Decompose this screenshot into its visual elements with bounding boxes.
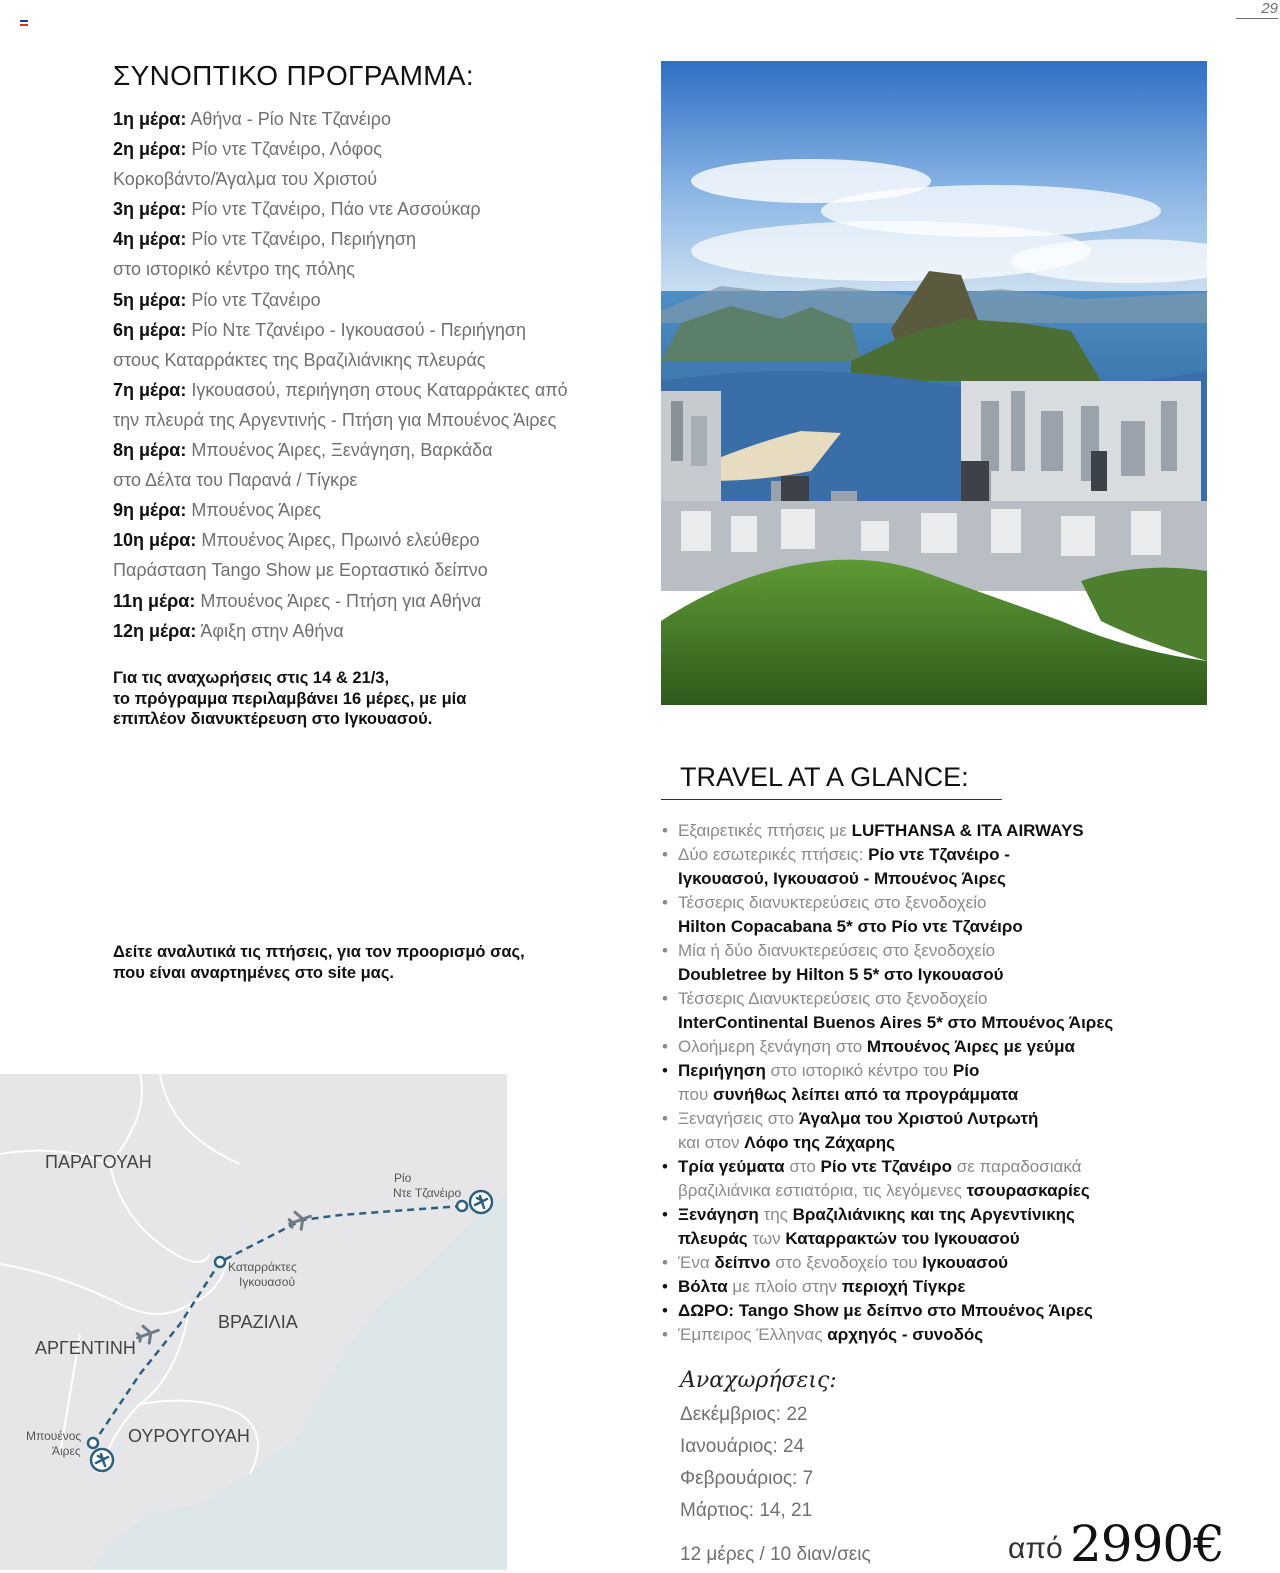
page-number: 29 [1236, 0, 1278, 19]
departure-item: Φεβρουάριος: 7 [680, 1468, 814, 1489]
itinerary-list [113, 104, 633, 646]
glance-plain: στο [784, 1157, 821, 1176]
glance-text [678, 987, 987, 1011]
glance-divider [661, 799, 1002, 800]
glance-plain: Έμπειρος Έλληνας [678, 1325, 828, 1344]
glance-plain: με πλοίο στην [727, 1277, 842, 1296]
bullet-icon: • [662, 893, 668, 912]
glance-plain: της [758, 1205, 793, 1224]
bullet-icon: • [662, 1205, 668, 1224]
trip-duration: 12 μέρες / 10 διαν/σεις [680, 1544, 871, 1565]
glance-line [662, 1011, 1222, 1035]
glance-line [662, 1251, 1222, 1275]
glance-highlight: Ξενάγηση [678, 1205, 759, 1224]
glance-text [678, 1059, 979, 1083]
itinerary-title: ΣΥΝΟΠΤΙΚΟ ΠΡΟΓΡΑΜΜΑ: [113, 60, 474, 91]
departures-title: Αναχωρήσεις: [680, 1368, 837, 1393]
glance-text [678, 1131, 895, 1155]
bullet-icon [662, 915, 678, 939]
itinerary-day: 8η μέρα: [113, 440, 187, 461]
itinerary-line [113, 405, 633, 435]
flag-stripe [20, 24, 28, 26]
glance-line [662, 891, 1222, 915]
rio-photo [661, 61, 1207, 705]
itinerary-line [113, 194, 633, 224]
itinerary-line [113, 435, 633, 465]
itinerary-line [113, 555, 633, 585]
itinerary-text: Αθήνα - Ρίο Ντε Τζανέιρο [186, 109, 392, 129]
iguazu-marker [215, 1257, 225, 1267]
glance-text [678, 963, 1004, 987]
glance-line [662, 1275, 1222, 1299]
itinerary-note [113, 668, 466, 730]
glance-text [678, 867, 1006, 891]
glance-text [678, 891, 986, 915]
itinerary-line [113, 375, 633, 405]
itinerary-line [113, 224, 633, 254]
itinerary-text: Ρίο Ντε Τζανέιρο - Ιγκουασού - Περιήγηση [186, 319, 526, 340]
itinerary-text: Μπουένος Άιρες - Πτήση για Αθήνα [195, 590, 482, 611]
country-label: ΑΡΓΕΝΤΙΝΗ [35, 1338, 136, 1358]
departure-item: Μάρτιος: 14, 21 [680, 1500, 813, 1521]
itinerary-day: 5η μέρα: [113, 289, 187, 310]
itinerary-line [113, 495, 633, 525]
bullet-icon: • [662, 1061, 668, 1080]
bullet-icon: • [662, 1301, 668, 1320]
glance-plain: Μία ή δύο διανυκτερεύσεις στο ξενοδοχείο [678, 941, 996, 960]
bullet-icon [662, 1227, 678, 1251]
itinerary-text: Ρίο ντε Τζανέιρο [186, 289, 321, 310]
itinerary-text: στους Καταρράκτες της Βραζιλιάνικης πλευράς [113, 349, 486, 370]
price-value: 2990€ [1070, 1515, 1225, 1573]
itinerary-text: Μπουένος Άιρες, Πρωινό ελεύθερο [196, 530, 480, 551]
itinerary-day: 11η μέρα: [113, 590, 196, 611]
itinerary-day: 4η μέρα: [113, 229, 187, 250]
city-label: Καταρράκτες [228, 1260, 297, 1274]
glance-plain: Ολοήμερη ξενάγηση στο [678, 1037, 867, 1056]
glance-text [678, 1227, 1020, 1251]
itinerary-text: Παράσταση Tango Show με Εορταστικό δείπνο [113, 560, 488, 581]
itinerary-line [113, 465, 633, 495]
glance-title: TRAVEL AT A GLANCE: [680, 762, 969, 792]
itinerary-text: Ιγκουασού, περιήγηση στους Καταρράκτες από [186, 379, 568, 400]
glance-plain: που [678, 1085, 713, 1104]
glance-text [678, 915, 1023, 939]
itinerary-day: 6η μέρα: [113, 319, 187, 340]
rio-marker [457, 1201, 467, 1211]
itinerary-text: Ρίο ντε Τζανέιρο, Περιήγηση [186, 229, 416, 250]
glance-line [662, 987, 1222, 1011]
glance-highlight: συνήθως λείπει από τα προγράμματα [712, 1085, 1019, 1104]
city-label: Μπουένος [26, 1429, 82, 1443]
itinerary-day: 1η μέρα: [113, 109, 187, 129]
glance-line [662, 1179, 1222, 1203]
glance-list [662, 819, 1222, 1347]
itinerary-line [113, 315, 633, 345]
country-label: ΟΥΡΟΥΓΟΥΑΗ [128, 1426, 250, 1446]
glance-highlight: Βόλτα [678, 1277, 728, 1296]
glance-text [678, 1035, 1075, 1059]
glance-text [678, 1203, 1075, 1227]
city-label: Ιγκουασού [239, 1275, 296, 1289]
glance-highlight: πλευράς [678, 1229, 748, 1248]
bullet-icon [662, 1011, 678, 1035]
city-label: Ρίο [394, 1171, 412, 1185]
glance-highlight: Ιγκουασού [922, 1253, 1008, 1272]
glance-highlight: Doubletree by Hilton 5 5* στο Ιγκουασού [678, 965, 1004, 984]
itinerary-line [113, 104, 633, 134]
note-line: που είναι αναρτημένες στο site μας. [113, 963, 394, 982]
glance-highlight: ΔΩΡΟ: Tango Show με δείπνο στο Μπουένος Άιρες [678, 1301, 1093, 1320]
glance-line [662, 1299, 1222, 1323]
flights-note [113, 942, 525, 983]
glance-text [678, 819, 1084, 843]
itinerary-line [113, 164, 633, 194]
itinerary-day: 3η μέρα: [113, 199, 187, 220]
city-label: Άιρες [52, 1444, 81, 1458]
bullet-icon: • [662, 1253, 668, 1272]
glance-plain: Εξαιρετικές πτήσεις με [678, 821, 852, 840]
glance-line [662, 1227, 1222, 1251]
city-label: Ντε Τζανέιρο [393, 1186, 462, 1200]
itinerary-text: την πλευρά της Αργεντινής - Πτήση για Μπουένος Άιρες [113, 409, 557, 430]
glance-plain: βραζιλιάνικα εστιατόρια, τις λεγόμενες [678, 1181, 967, 1200]
itinerary-line [113, 254, 633, 284]
glance-highlight: Hilton Copacabana 5* στο Ρίο ντε Τζανέιρο [678, 917, 1023, 936]
price-prefix: από [1008, 1532, 1063, 1565]
baires-marker [88, 1438, 98, 1448]
glance-highlight: Τρία γεύματα [678, 1157, 785, 1176]
route-map-svg [0, 1074, 507, 1570]
bullet-icon: • [662, 989, 668, 1008]
glance-highlight: Μπουένος Άιρες με γεύμα [866, 1037, 1075, 1056]
note-line: επιπλέον διανυκτέρευση στο Ιγκουασού. [113, 710, 433, 728]
itinerary-day: 12η μέρα: [113, 620, 197, 641]
glance-text [678, 939, 995, 963]
itinerary-text: στο Δέλτα του Παρανά / Τίγκρε [113, 470, 358, 491]
glance-line [662, 939, 1222, 963]
glance-line [662, 1131, 1222, 1155]
itinerary-line [113, 586, 633, 616]
bullet-icon: • [662, 821, 668, 840]
bullet-icon [662, 1179, 678, 1203]
note-line: Για τις αναχωρήσεις στις 14 & 21/3, [113, 669, 390, 687]
glance-highlight: Λόφο της Ζάχαρης [744, 1133, 895, 1152]
glance-highlight: Βραζιλιάνικης και της Αργεντίνικης [792, 1205, 1075, 1224]
glance-line [662, 843, 1222, 867]
glance-line [662, 1155, 1222, 1179]
glance-text [678, 1251, 1008, 1275]
glance-line [662, 1203, 1222, 1227]
glance-highlight: Ρίο ντε Τζανέιρο [820, 1157, 952, 1176]
bullet-icon: • [662, 1109, 668, 1128]
note-line: Δείτε αναλυτικά τις πτήσεις, για τον προορισμό σας, [113, 943, 525, 961]
glance-line [662, 1107, 1222, 1131]
glance-text [678, 1299, 1093, 1323]
itinerary-day: 9η μέρα: [113, 500, 187, 521]
glance-highlight: LUFTHANSA & ITA AIRWAYS [851, 821, 1084, 840]
glance-line [662, 915, 1222, 939]
airport-icon [470, 1191, 492, 1213]
glance-highlight: InterContinental Buenos Aires 5* στο Μπουένος Άιρες [678, 1013, 1114, 1032]
departure-item: Δεκέμβριος: 22 [680, 1404, 808, 1425]
glance-text [678, 1323, 983, 1347]
glance-text [678, 1011, 1113, 1035]
glance-plain: Ένα [678, 1253, 715, 1272]
country-label: ΠΑΡΑΓΟΥΑΗ [45, 1152, 152, 1172]
glance-plain: σε παραδοσιακά [951, 1157, 1082, 1176]
glance-line [662, 963, 1222, 987]
itinerary-text: Ρίο ντε Τζανέιρο, Πάο ντε Ασσούκαρ [186, 199, 481, 220]
glance-highlight: Ρίο ντε Τζανέιρο - [868, 845, 1010, 864]
glance-text [678, 1179, 1090, 1203]
itinerary-line [113, 345, 633, 375]
glance-text [678, 1155, 1081, 1179]
itinerary-text: Μπουένος Άιρες, Ξενάγηση, Βαρκάδα [186, 440, 493, 461]
itinerary-text: Κορκοβάντο/Άγαλμα του Χριστού [113, 169, 378, 190]
itinerary-text: Άφιξη στην Αθήνα [196, 620, 344, 641]
glance-plain: στο ξενοδοχείο του [770, 1253, 923, 1272]
glance-text [678, 843, 1010, 867]
itinerary-line [113, 134, 633, 164]
glance-highlight: τσουρασκαρίες [966, 1181, 1090, 1200]
rio-landscape-illustration [661, 61, 1207, 705]
departure-item: Ιανουάριος: 24 [680, 1436, 805, 1457]
route-map [0, 1074, 507, 1570]
itinerary-day: 7η μέρα: [113, 379, 187, 400]
glance-plain: των [747, 1229, 786, 1248]
glance-highlight: δείπνο [714, 1253, 771, 1272]
glance-line [662, 1323, 1222, 1347]
bullet-icon: • [662, 1277, 668, 1296]
glance-highlight: αρχηγός - συνοδός [827, 1325, 984, 1344]
bullet-icon [662, 1131, 678, 1155]
glance-line [662, 1035, 1222, 1059]
airport-icon [91, 1449, 113, 1471]
itinerary-text: Μπουένος Άιρες [186, 500, 322, 521]
itinerary-line [113, 285, 633, 315]
glance-highlight: Ρίο [952, 1061, 980, 1080]
glance-plain: Τέσσερις Διανυκτερεύσεις στο ξενοδοχείο [678, 989, 988, 1008]
itinerary-line [113, 525, 633, 555]
glance-plain: Δύο εσωτερικές πτήσεις: [678, 845, 869, 864]
glance-line [662, 867, 1222, 891]
bullet-icon: • [662, 1325, 668, 1344]
bullet-icon [662, 867, 678, 891]
bullet-icon [662, 1083, 678, 1107]
glance-plain: Τέσσερις διανυκτερεύσεις στο ξενοδοχείο [678, 893, 987, 912]
itinerary-text: στο ιστορικό κέντρο της πόλης [113, 259, 355, 280]
glance-line [662, 1059, 1222, 1083]
bullet-icon: • [662, 845, 668, 864]
bullet-icon: • [662, 941, 668, 960]
glance-highlight: Ιγκουασού, Ιγκουασού - Μπουένος Άιρες [678, 869, 1006, 888]
itinerary-day: 10η μέρα: [113, 530, 197, 551]
flag-icon [20, 20, 28, 26]
glance-text [678, 1107, 1038, 1131]
glance-line [662, 819, 1222, 843]
country-label: ΒΡΑΖΙΛΙΑ [218, 1312, 298, 1332]
itinerary-line [113, 616, 633, 646]
glance-text [678, 1083, 1018, 1107]
bullet-icon [662, 963, 678, 987]
glance-plain: Ξεναγήσεις στο [678, 1109, 799, 1128]
glance-plain: στο ιστορικό κέντρο του [765, 1061, 953, 1080]
glance-highlight: Άγαλμα του Χριστού Λυτρωτή [798, 1109, 1039, 1128]
itinerary-text: Ρίο ντε Τζανέιρο, Λόφος [186, 139, 382, 160]
glance-highlight: περιοχή Τίγκρε [841, 1277, 966, 1296]
glance-plain: και στον [678, 1133, 745, 1152]
bullet-icon: • [662, 1157, 668, 1176]
bullet-icon: • [662, 1037, 668, 1056]
glance-highlight: Περιήγηση [678, 1061, 766, 1080]
glance-text [678, 1275, 965, 1299]
itinerary-day: 2η μέρα: [113, 139, 187, 160]
glance-highlight: Καταρρακτών του Ιγκουασού [785, 1229, 1020, 1248]
glance-line [662, 1083, 1222, 1107]
note-line: το πρόγραμμα περιλαμβάνει 16 μέρες, με μία [113, 689, 467, 708]
